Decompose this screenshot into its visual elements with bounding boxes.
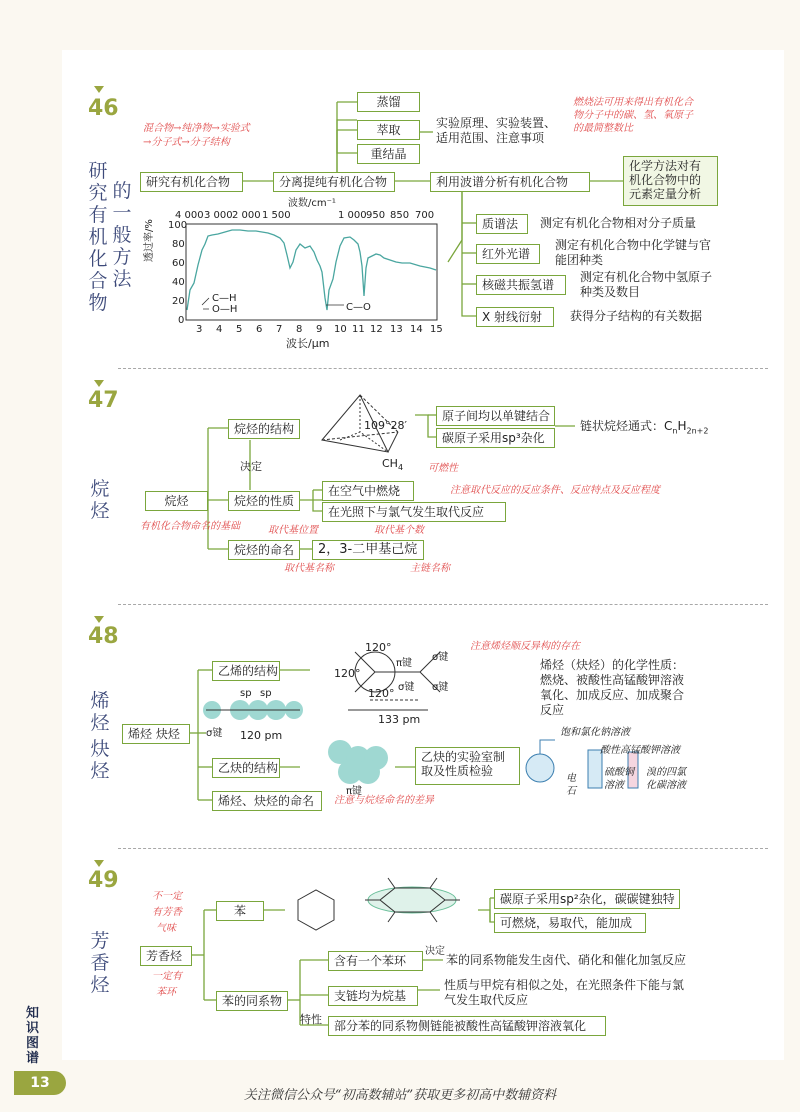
- spec-desc-1a: 测定有机化合物中化学键与官: [555, 238, 712, 252]
- s47-formula-n: n: [672, 426, 678, 436]
- s48-reagent-kmno4: 酸性高锰酸钾溶液: [600, 745, 680, 756]
- s48-reagent-nacl: 饱和氯化钠溶液: [560, 727, 630, 738]
- s48-angle-top: 120°: [365, 641, 392, 654]
- s47-sp3: 碳原子采用sp³杂化: [436, 428, 555, 448]
- peak-co: C—O: [346, 302, 371, 313]
- wn-tick-3: 1 500: [262, 210, 291, 221]
- s49-note-left-2: 有芳香: [152, 907, 182, 918]
- s47-number: 47: [88, 388, 119, 413]
- s48-sigma-4: σ键: [206, 728, 223, 739]
- s49-homolog-react: 苯的同系物能发生卤代、硝化和催化加氢反应: [446, 953, 687, 967]
- s46-chem-2: 机化合物中的: [629, 173, 702, 187]
- spec-item-3: X 射线衍射: [476, 307, 554, 327]
- s46-spectrum: 利用波谱分析有机化合物: [430, 172, 590, 192]
- x-tick-8: 11: [352, 324, 365, 335]
- wn-tick-2: 2 000: [232, 210, 261, 221]
- s46-note-mol: →分子式→分子结构: [143, 137, 230, 148]
- s49-burn: 可燃烧，易取代，能加成: [494, 913, 646, 933]
- spec-desc-0: 测定有机化合物相对分子质量: [540, 216, 697, 230]
- s47-note-count: 取代基个数: [374, 525, 424, 536]
- s47-note-pos: 取代基位置: [268, 525, 318, 536]
- s47-single-bond: 原子间均以单键结合: [436, 406, 555, 426]
- s48-lab: [415, 747, 520, 785]
- s49-similar-1: 性质与甲烷有相似之处，在光照条件下能与氯: [444, 978, 685, 992]
- x-tick-4: 7: [276, 324, 283, 335]
- side-label: 知识图谱: [26, 1006, 40, 1066]
- s46-chem-3: 元素定量分析: [629, 187, 702, 201]
- page-number: 13: [14, 1071, 66, 1095]
- wn-tick-6: 850: [390, 210, 410, 221]
- s48-sigma-2: σ键: [432, 652, 449, 663]
- x-tick-10: 13: [390, 324, 403, 335]
- x-tick-12: 15: [430, 324, 443, 335]
- s47-note-flammable: 可燃性: [428, 463, 458, 474]
- s47-formula-h: H: [677, 419, 687, 433]
- s47-angle: 109°28′: [364, 419, 407, 432]
- s46-method-1: 萃取: [357, 120, 420, 140]
- s48-note-naming: 注意与烷烃命名的差异: [334, 795, 434, 806]
- s48-title-b: 炔烃: [90, 738, 110, 782]
- s47-ch4: [382, 456, 403, 475]
- s49-title: 芳香烃: [90, 930, 110, 996]
- x-tick-9: 12: [370, 324, 383, 335]
- x-tick-2: 5: [236, 324, 243, 335]
- s48-sigma-1: σ键: [398, 682, 415, 693]
- x-label: 波长/μm: [286, 337, 330, 350]
- s46-title-b: 的一般方法: [112, 180, 132, 290]
- s48-mark: [94, 616, 104, 623]
- s49-sp2: 碳原子采用sp²杂化，碳碳键独特: [494, 889, 680, 909]
- s48-pi-1: π键: [396, 658, 413, 669]
- x-tick-0: 3: [196, 324, 203, 335]
- s48-ethyne: 乙炔的结构: [212, 758, 280, 778]
- s49-number: 49: [88, 868, 119, 893]
- x-tick-11: 14: [410, 324, 423, 335]
- s49-benzene: 苯: [216, 901, 264, 921]
- s49-root: 芳香烃: [140, 946, 192, 966]
- s46-chem-box: [623, 156, 718, 206]
- s47-note-sub: 注意取代反应的反应条件、反应特点及反应程度: [450, 485, 660, 496]
- s46-method-note-1: 实验原理、实验装置、: [436, 116, 557, 130]
- s48-reagent-cac2-1: 电: [566, 773, 576, 784]
- s48-title-a: 烯烃: [90, 690, 110, 734]
- s48-angle-left: 120°: [334, 667, 361, 680]
- s47-title: 烷烃: [90, 478, 110, 522]
- s46-mark: [94, 86, 104, 93]
- divider-2: [118, 604, 768, 605]
- s47-formula: [580, 419, 708, 438]
- x-tick-5: 8: [296, 324, 303, 335]
- s47-structure: 烷烃的结构: [228, 419, 300, 439]
- s49-note-left-4: 一定有: [152, 971, 182, 982]
- s46-method-note-2: 适用范围、注意事项: [436, 131, 545, 145]
- s48-note-isomer: 注意烯烃顺反异构的存在: [470, 641, 580, 652]
- x-tick-1: 4: [216, 324, 223, 335]
- s49-mark: [94, 860, 104, 867]
- s48-sp-2: sp: [260, 688, 272, 699]
- spec-desc-2a: 测定有机化合物中氢原子: [580, 270, 713, 284]
- y-tick-3: 40: [172, 277, 185, 288]
- s46-note-mix: 混合物→纯净物→实验式: [143, 123, 250, 134]
- s49-decide: 决定: [425, 946, 445, 957]
- s47-formula-pre: 链状烷烃通式：C: [580, 419, 673, 433]
- s46-method-0: 蒸馏: [357, 92, 420, 112]
- s47-note-main: 主链名称: [410, 563, 450, 574]
- s48-reagent-cuso4-2: 溶液: [604, 780, 624, 791]
- s47-name-example: 2，3-二甲基己烷: [312, 540, 424, 560]
- s47-decide: 决定: [240, 460, 262, 473]
- spec-item-0: 质谱法: [476, 214, 528, 234]
- s47-ch4-sub: 4: [397, 463, 404, 473]
- s46-burn-note-3: 的最简整数比: [573, 123, 633, 134]
- benzene-structure: [298, 878, 460, 930]
- divider-1: [118, 368, 768, 369]
- s47-burn-air: 在空气中燃烧: [322, 481, 414, 501]
- s48-chem-prop-2: 燃烧、被酸性高锰酸钾溶液: [540, 673, 685, 687]
- wn-tick-4: 1 000: [338, 210, 367, 221]
- s48-chem-prop-4: 反应: [540, 703, 565, 717]
- s46-title-a: 研究有机化合物: [88, 160, 108, 314]
- s48-reagent-cac2-2: 石: [566, 786, 576, 797]
- s48-len-120: 120 pm: [240, 729, 283, 742]
- s48-angle-bottom: 120°: [368, 687, 395, 700]
- s49-homolog: 苯的同系物: [216, 991, 288, 1011]
- s46-burn-note-1: 燃烧法可用来得出有机化合: [573, 97, 693, 108]
- spec-desc-3: 获得分子结构的有关数据: [570, 309, 703, 323]
- s46-root: 研究有机化合物: [140, 172, 243, 192]
- s49-one-ring: 含有一个苯环: [328, 951, 423, 971]
- wn-tick-5: 950: [366, 210, 386, 221]
- s49-note-left-5: 苯环: [156, 987, 176, 998]
- s47-property: 烷烃的性质: [228, 491, 300, 511]
- divider-3: [118, 848, 768, 849]
- y-label: 透过率/%: [144, 219, 155, 262]
- s48-reagent-cuso4-1: 硫酸铜: [604, 767, 634, 778]
- y-tick-5: 0: [178, 315, 185, 326]
- s48-sp-1: sp: [240, 688, 252, 699]
- s48-naming: 烯烃、炔烃的命名: [212, 791, 322, 811]
- s48-root: 烯烃 炔烃: [122, 724, 190, 744]
- s48-lab-2: 取及性质检验: [421, 764, 494, 778]
- spec-item-1: 红外光谱: [476, 244, 540, 264]
- wn-tick-0: 4 000: [175, 210, 204, 221]
- y-tick-0: 100: [168, 220, 188, 231]
- x-tick-7: 10: [334, 324, 347, 335]
- peak-oh: O—H: [212, 304, 238, 315]
- s46-separate: 分离提纯有机化合物: [273, 172, 395, 192]
- s47-ch4-text: CH: [382, 457, 398, 470]
- s47-root: 烷烃: [145, 491, 208, 511]
- wn-tick-1: 3 000: [204, 210, 233, 221]
- s47-note-subname: 取代基名称: [284, 563, 334, 574]
- s49-oxidized: 部分苯的同系物侧链能被酸性高锰酸钾溶液氧化: [328, 1016, 606, 1036]
- s48-sigma-3: σ键: [432, 682, 449, 693]
- s48-number: 48: [88, 624, 119, 649]
- y-tick-1: 80: [172, 239, 185, 250]
- s48-bond-len: 133 pm: [378, 713, 421, 726]
- s46-method-2: 重结晶: [357, 144, 420, 164]
- s46-burn-note-2: 物分子中的碳、氢、氧原子: [573, 110, 693, 121]
- y-tick-4: 20: [172, 296, 185, 307]
- s47-mark: [94, 380, 104, 387]
- s49-note-left-3: 气味: [156, 923, 176, 934]
- s48-pi-2: π键: [346, 786, 363, 797]
- s49-trait: 特性: [300, 1013, 322, 1026]
- s48-lab-1: 乙炔的实验室制: [421, 750, 506, 764]
- s47-naming: 烷烃的命名: [228, 540, 300, 560]
- s46-chem-1: 化学方法对有: [629, 159, 702, 173]
- s48-chem-prop-3: 氧化、加成反应、加成聚合: [540, 688, 685, 702]
- s48-reagent-ccl4-2: 化碳溶液: [646, 780, 686, 791]
- x-tick-3: 6: [256, 324, 263, 335]
- s49-note-left-1: 不一定: [152, 891, 182, 902]
- spec-desc-2b: 种类及数目: [580, 285, 641, 299]
- s49-side-alkyl: 支链均为烷基: [328, 986, 418, 1006]
- footer-text: 关注微信公众号“初高数辅站”获取更多初高中数辅资料: [243, 1088, 557, 1103]
- s46-number: 46: [88, 96, 119, 121]
- wn-tick-7: 700: [415, 210, 435, 221]
- y-tick-2: 60: [172, 258, 185, 269]
- s48-reagent-ccl4-1: 溴的四氯: [646, 767, 686, 778]
- s48-chem-prop-1: 烯烃（炔烃）的化学性质：: [540, 658, 685, 672]
- spec-desc-1b: 能团种类: [555, 253, 604, 267]
- wn-label: 波数/cm⁻¹: [288, 198, 336, 209]
- spec-item-2: 核磁共振氢谱: [476, 275, 566, 295]
- s47-light-sub: 在光照下与氯气发生取代反应: [322, 502, 506, 522]
- s47-formula-2n2: 2n+2: [686, 426, 709, 436]
- s47-note-basis: 有机化合物命名的基础: [140, 521, 240, 532]
- s48-ethene: 乙烯的结构: [212, 661, 280, 681]
- ethene-structure: [348, 652, 440, 710]
- s49-similar-2: 气发生取代反应: [444, 993, 529, 1007]
- x-tick-6: 9: [316, 324, 323, 335]
- peak-ch: C—H: [212, 293, 237, 304]
